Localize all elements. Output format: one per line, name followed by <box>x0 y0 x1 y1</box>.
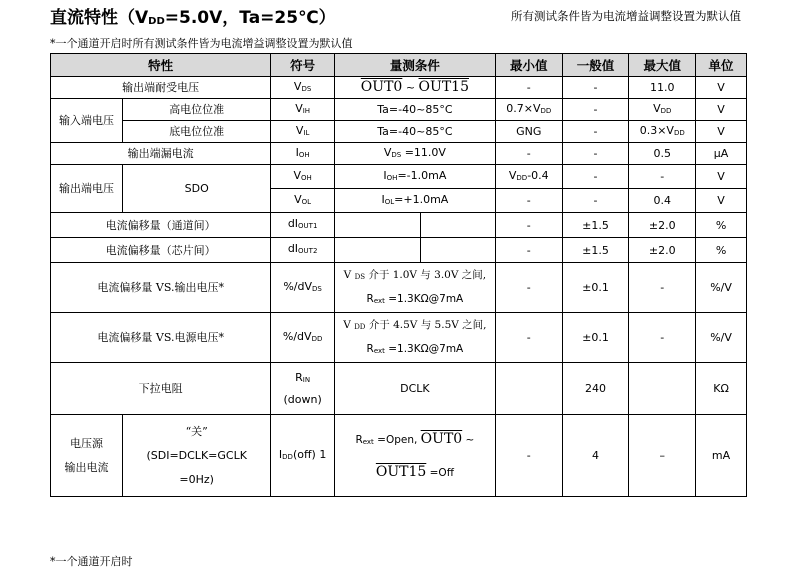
table-row: 电流偏移量（芯片间） $dI_{OUT2}$ - ±1.5 ±2.0 % <box>51 238 747 263</box>
footnote: *一个通道开启时 <box>50 555 133 568</box>
header-min: 最小值 <box>495 54 562 77</box>
sub-note: *一个通道开启时所有测试条件皆为电流增益调整设置为默认值 <box>50 37 353 50</box>
table-row: 输出端电压 SDO $V_{OH}$ $I_{OH}=-1.0mA$ $V_{DD}-0.4$ - - V <box>51 165 747 189</box>
table-row: $V_{OL}$ $I_{OL}=+1.0mA$ - - 0.4 V <box>51 189 747 213</box>
table-row: 电流偏移量 VS.输出电压* $\%/dV_{DS}$ V $_{DS}$ 介于 1.0V 与 3.0V 之间, $R_{ext}$ =1.3KΩ@7mA - ±0.1 - %/V <box>51 263 747 313</box>
table-row: 输出端漏电流 $I_{OH}$ $V_{DS} =11.0V$ - - 0.5 μA <box>51 143 747 165</box>
header-typ: 一般值 <box>562 54 629 77</box>
dc-characteristics-table <box>50 53 747 497</box>
header-characteristic: 特性 <box>51 54 271 77</box>
table-row: 输出端耐受电压 $V_{DS}$ OUT0 ~ OUT15 - - 11.0 V <box>51 77 747 99</box>
header-condition: 量测条件 <box>334 54 495 77</box>
table-row: 下拉电阻 $R_{IN}$ (down) DCLK 240 KΩ <box>51 363 747 415</box>
header-symbol: 符号 <box>271 54 335 77</box>
page-title: 直流特性（$V_{DD}=5.0V$，Ta=25℃） <box>50 8 336 28</box>
table-row: 电压源 输出电流 “关” (SDI=DCLK=GCLK =0Hz) $I_{DD}(off)$ 1 $R_{ext}$ =Open, OUT0 ~ OUT15 =Off - 4 – mA <box>51 415 747 497</box>
header-note: 所有测试条件皆为电流增益调整设置为默认值 <box>511 9 741 23</box>
header-max: 最大值 <box>629 54 696 77</box>
table-row: 底电位位准 $V_{IL}$ Ta=-40~85°C GNG - $0.3\times V_{DD}$ V <box>51 121 747 143</box>
table-row: 电流偏移量（通道间） $dI_{OUT1}$ - ±1.5 ±2.0 % <box>51 213 747 238</box>
table-row: 电流偏移量 VS.电源电压* $\%/dV_{DD}$ V $_{DD}$ 介于 4.5V 与 5.5V 之间, $R_{ext}$ =1.3KΩ@7mA - ±0.1 - %/V <box>51 313 747 363</box>
table-header-row <box>51 54 747 77</box>
table-row: 输入端电压 高电位位准 $V_{IH}$ Ta=-40~85°C $0.7\times V_{DD}$ - $V_{DD}$ V <box>51 99 747 121</box>
header-unit: 单位 <box>696 54 747 77</box>
